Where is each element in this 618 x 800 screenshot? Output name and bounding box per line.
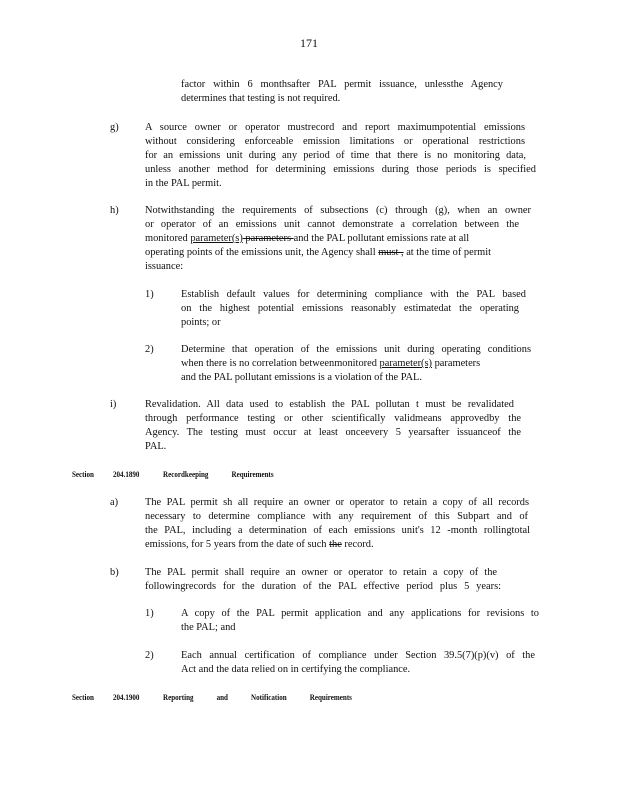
deleted-text: the <box>329 539 342 550</box>
subsection-b-line-1: The PAL permit shall require an owner or operator to retain a copy of the <box>145 567 497 578</box>
subsection-h-2-line-3: and the PAL pollutant emissions is a violation of the PAL. <box>181 372 422 383</box>
text-run: monitored <box>145 233 191 244</box>
subsection-g-line-5: in the PAL permit. <box>145 178 222 189</box>
deleted-text: parameters <box>242 233 294 244</box>
subsection-h-2-line-2 <box>181 357 480 371</box>
subsection-b-1-line-1: A copy of the PAL permit application and any applications for revisions to <box>181 608 539 619</box>
subsection-a-line-1: The PAL permit sh all require an owner or operator to retain a copy of all records <box>145 497 529 508</box>
text-run: at the time of permit <box>403 247 492 258</box>
subsection-h-marker: h) <box>110 205 119 216</box>
subsection-i-line-4: PAL. <box>145 441 167 452</box>
subsection-b-2-line-1: Each annual certification of compliance under Section 39.5(7)(p)(v) of the <box>181 650 535 661</box>
subsection-b-2-marker: 2) <box>145 650 154 661</box>
page-number: 171 <box>300 36 318 50</box>
text-run: record. <box>341 539 374 550</box>
paragraph-f-line-1: factor within 6 monthsafter PAL permit issuance, unlessthe Agency <box>181 79 503 90</box>
section-label: Section <box>72 692 94 702</box>
subsection-h-1-marker: 1) <box>145 289 154 300</box>
subsection-b-line-2: followingrecords for the duration of the PAL effective period plus 5 years: <box>145 581 501 592</box>
subsection-h-2-marker: 2) <box>145 344 154 355</box>
text-run: when there is no correlation betweenmonitored <box>181 358 380 369</box>
subsection-h-1-line-3: points; or <box>181 317 221 328</box>
section-number: 204.1900 <box>113 692 140 702</box>
subsection-h-1-line-1: Establish default values for determining compliance with the PAL based <box>181 289 526 300</box>
subsection-h-line-2: or operator of an emissions unit cannot demonstrate a correlation between the <box>145 219 519 230</box>
section-title: Reporting and Notification Requirements <box>163 692 352 702</box>
subsection-i-line-1: Revalidation. All data used to establish the PAL pollutan t must be revalidated <box>145 399 514 410</box>
subsection-a-line-3: the PAL, including a determination of each emissions unit's 12 -month rollingtotal <box>145 525 530 536</box>
subsection-h-1-line-2: on the highest potential emissions reasonably estimatedat the operating <box>181 303 519 314</box>
deleted-text: must , <box>378 247 404 258</box>
text-run: operating points of the emissions unit, the Agency shall <box>145 247 379 258</box>
subsection-b-1-marker: 1) <box>145 608 154 619</box>
text-run: and the PAL pollutant emissions rate at all <box>293 233 470 244</box>
text-run: emissions, for 5 years from the date of such <box>145 539 330 550</box>
subsection-a-line-2: necessary to determine compliance with any requirement of this Subpart and of <box>145 511 528 522</box>
section-number: 204.1890 <box>113 469 140 479</box>
subsection-i-marker: i) <box>110 399 117 410</box>
subsection-i-line-2: through performance testing or other scientifically validmeans approvedby the <box>145 413 521 424</box>
subsection-b-2-line-2: Act and the data relied on in certifying the compliance. <box>181 664 411 675</box>
inserted-text: parameter(s) <box>379 358 433 369</box>
subsection-a-marker: a) <box>110 497 119 508</box>
section-title: Recordkeeping Requirements <box>163 469 274 479</box>
subsection-i-line-3: Agency. The testing must occur at least onceevery 5 yearsafter issuanceof the <box>145 427 521 438</box>
subsection-h-line-4 <box>145 246 491 260</box>
subsection-b-marker: b) <box>110 567 119 578</box>
paragraph-f-line-2: determines that testing is not required. <box>181 93 341 104</box>
subsection-a-line-4 <box>145 538 374 552</box>
subsection-g-line-2: without considering enforceable emission limitations or operational restrictions <box>145 136 525 147</box>
subsection-h-2-line-1: Determine that operation of the emissions unit during operating conditions <box>181 344 531 355</box>
subsection-g-marker: g) <box>110 122 119 133</box>
subsection-b-1-line-2: the PAL; and <box>181 622 236 633</box>
subsection-h-line-3 <box>145 232 469 246</box>
subsection-g-line-3: for an emissions unit during any period of time that there is no monitoring data, <box>145 150 526 161</box>
subsection-h-line-5: issuance: <box>145 261 184 272</box>
subsection-g-line-1: A source owner or operator mustrecord and report maximumpotential emissions <box>145 122 525 133</box>
subsection-g-line-4: unless another method for determining emissions during those periods is specified <box>145 164 536 175</box>
section-label: Section <box>72 469 94 479</box>
subsection-h-line-1: Notwithstanding the requirements of subsections (c) through (g), when an owner <box>145 205 531 216</box>
inserted-text: parameter(s) <box>190 233 243 244</box>
text-run: parameters <box>432 358 481 369</box>
